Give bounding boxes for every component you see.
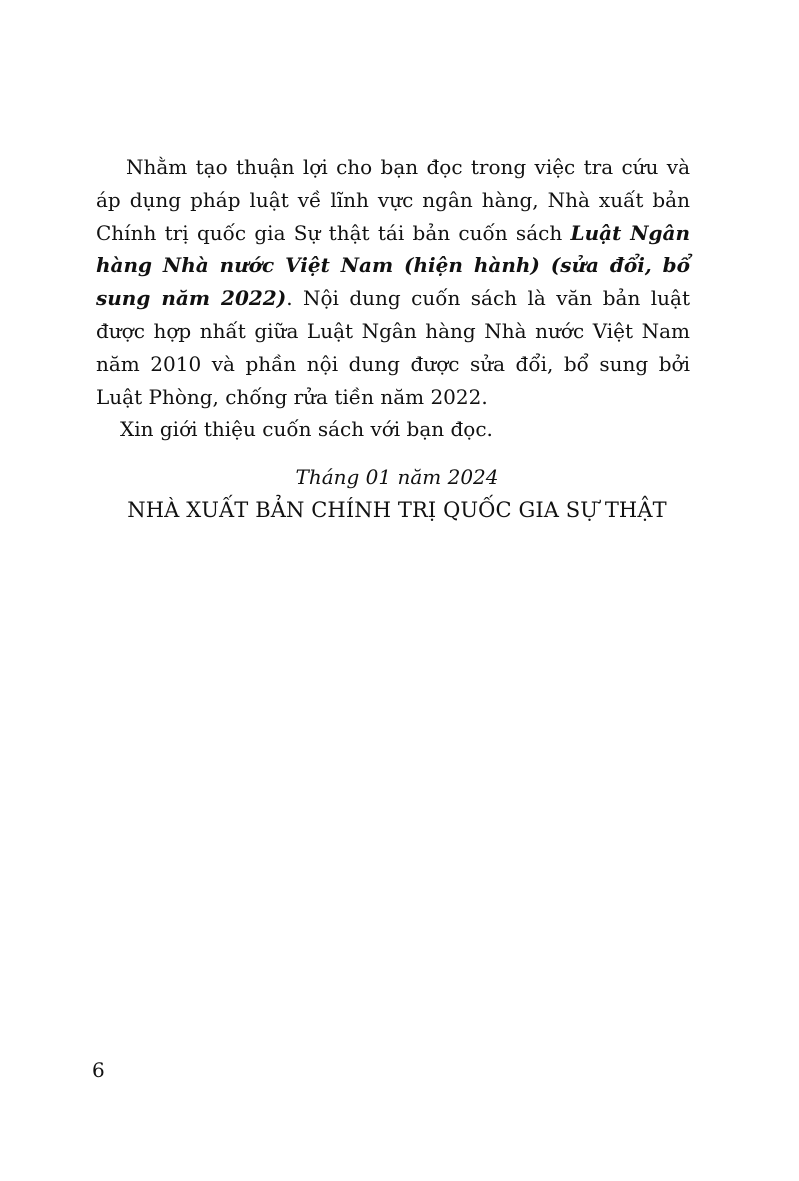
signature-block: [96, 461, 690, 527]
page-number: 6: [92, 1058, 105, 1082]
intro-text-before-title: Nhằm tạo thuận lợi cho bạn đọc trong việc tra cứu và áp dụng pháp luật về lĩnh vực ngân hàng, Nhà xuất bản Chính trị quốc gia Sự thật tái bản cuốn sách: [96, 155, 690, 245]
signature-date: Tháng 01 năm 2024: [295, 465, 499, 489]
intro-paragraph: [96, 151, 690, 413]
preface-text: [96, 151, 690, 446]
intro-text-after-title: . Nội dung cuốn sách là văn bản luật được hợp nhất giữa Luật Ngân hàng Nhà nước Việt Nam năm 2010 và phần nội dung được sửa đổi, bổ sung bởi Luật Phòng, chống rửa tiền năm 2022.: [96, 286, 690, 409]
book-title: Luật Ngân hàng Nhà nước Việt Nam (hiện hành) (sửa đổi, bổ sung năm 2022): [96, 220, 690, 311]
closing-paragraph: Xin giới thiệu cuốn sách với bạn đọc.: [120, 417, 493, 442]
signature-publisher: NHÀ XUẤT BẢN CHÍNH TRỊ QUỐC GIA SỰ THẬT: [127, 497, 667, 522]
